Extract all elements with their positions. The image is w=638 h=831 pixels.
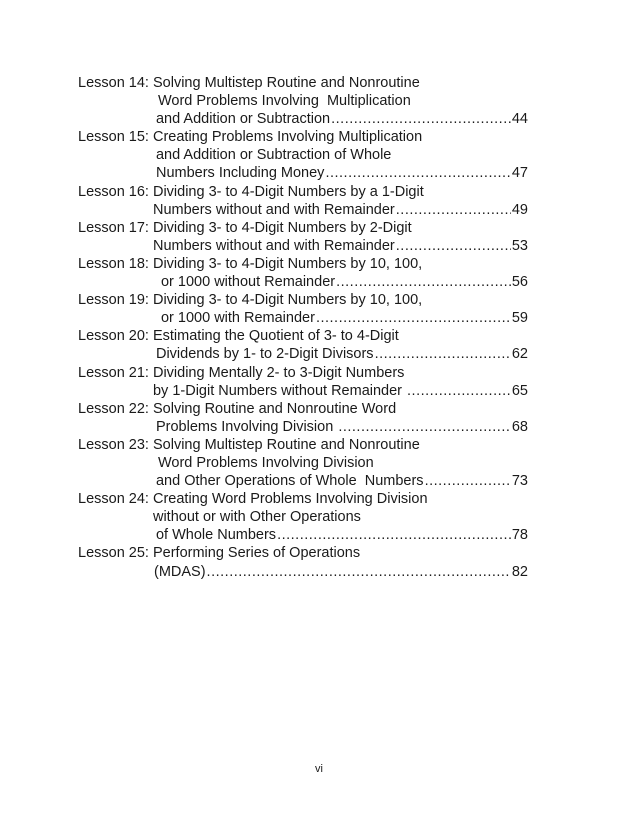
lesson-title-line: Word Problems Involving Division <box>157 454 374 471</box>
lesson-title-line: or 1000 with Remainder <box>160 310 315 327</box>
lesson-label: Lesson 18: <box>78 255 153 272</box>
dot-leader <box>331 110 511 128</box>
page-ref: 62 <box>511 346 528 363</box>
dot-leader <box>425 472 511 490</box>
lesson-title-line: or 1000 without Remainder <box>160 274 336 291</box>
lesson-title-line: and Addition or Subtraction of Whole <box>155 147 392 164</box>
toc-entry-lesson-22[interactable] <box>78 400 528 436</box>
lesson-title-line: Creating Problems Involving Multiplication <box>152 129 423 146</box>
lesson-title-line: Numbers Including Money <box>155 165 325 182</box>
page-ref: 59 <box>511 310 528 327</box>
toc-entry-lesson-18[interactable] <box>78 255 528 291</box>
lesson-title-line: Dividing 3- to 4-Digit Numbers by 10, 100, <box>152 255 423 272</box>
lesson-label: Lesson 25: <box>78 545 153 562</box>
toc-entry-lesson-23[interactable] <box>78 436 528 490</box>
toc-entry-lesson-25[interactable] <box>78 544 528 580</box>
lesson-title-line: by 1-Digit Numbers without Remainder <box>152 382 407 399</box>
lesson-label: Lesson 19: <box>78 292 153 309</box>
toc-entry-lesson-17[interactable] <box>78 219 528 255</box>
toc-entry-lesson-14[interactable] <box>78 74 528 128</box>
page-ref: 56 <box>511 274 528 291</box>
dot-leader <box>277 526 511 544</box>
lesson-label: Lesson 21: <box>78 364 153 381</box>
lesson-label: Lesson 23: <box>78 436 153 453</box>
lesson-label: Lesson 16: <box>78 183 153 200</box>
lesson-title-line: Problems Involving Division <box>155 418 338 435</box>
page-ref: 78 <box>511 527 528 544</box>
page-ref: 47 <box>511 165 528 182</box>
toc-entry-lesson-20[interactable] <box>78 327 528 363</box>
page-ref: 68 <box>511 418 528 435</box>
dot-leader <box>375 345 511 363</box>
lesson-title-line: Dividing Mentally 2- to 3-Digit Numbers <box>152 364 405 381</box>
lesson-title-line: (MDAS) <box>153 563 206 580</box>
page-ref: 49 <box>511 201 528 218</box>
lesson-label: Lesson 17: <box>78 219 153 236</box>
lesson-title-line: Dividing 3- to 4-Digit Numbers by a 1-Digit <box>152 183 424 200</box>
dot-leader <box>338 418 511 436</box>
lesson-title-line: Numbers without and with Remainder <box>152 201 395 218</box>
page-ref: 53 <box>511 237 528 254</box>
lesson-title-line: Creating Word Problems Involving Division <box>152 491 428 508</box>
dot-leader <box>396 201 511 219</box>
lesson-label: Lesson 24: <box>78 491 153 508</box>
toc-entry-lesson-24[interactable] <box>78 490 528 544</box>
toc-entry-lesson-15[interactable] <box>78 128 528 182</box>
lesson-title-line: Dividends by 1- to 2-Digit Divisors <box>155 346 374 363</box>
page-number: vi <box>315 763 323 775</box>
lesson-title-line: Solving Multistep Routine and Nonroutine <box>152 436 420 453</box>
lesson-title-line: of Whole Numbers <box>155 527 277 544</box>
lesson-title-line: Word Problems Involving Multiplication <box>157 93 411 110</box>
lesson-label: Lesson 15: <box>78 129 153 146</box>
lesson-label: Lesson 22: <box>78 400 153 417</box>
lesson-label: Lesson 14: <box>78 75 153 91</box>
lesson-title-line: Numbers without and with Remainder <box>152 237 395 254</box>
dot-leader <box>207 563 511 581</box>
lesson-title-line: Solving Routine and Nonroutine Word <box>152 400 397 417</box>
lesson-label: Lesson 20: <box>78 328 153 345</box>
dot-leader <box>407 382 511 400</box>
dot-leader <box>316 309 511 327</box>
toc-entry-lesson-19[interactable] <box>78 291 528 327</box>
lesson-title-line: Solving Multistep Routine and Nonroutine <box>152 75 420 91</box>
lesson-title-line: without or with Other Operations <box>152 509 361 526</box>
page-ref: 44 <box>511 111 528 128</box>
lesson-title-line: and Addition or Subtraction <box>155 111 331 128</box>
page-ref: 73 <box>511 473 528 490</box>
dot-leader <box>325 164 510 182</box>
dot-leader <box>336 273 511 291</box>
page-ref: 65 <box>511 382 528 399</box>
lesson-title-line: and Other Operations of Whole Numbers <box>155 473 424 490</box>
dot-leader <box>396 237 511 255</box>
lesson-title-line: Dividing 3- to 4-Digit Numbers by 10, 100, <box>152 292 423 309</box>
lesson-title-line: Performing Series of Operations <box>152 545 361 562</box>
lesson-title-line: Estimating the Quotient of 3- to 4-Digit <box>152 328 399 345</box>
page-ref: 82 <box>511 563 528 580</box>
toc-entry-lesson-21[interactable] <box>78 364 528 400</box>
toc-entry-lesson-16[interactable] <box>78 183 528 219</box>
table-of-contents <box>78 74 528 581</box>
lesson-title-line: Dividing 3- to 4-Digit Numbers by 2-Digit <box>152 219 412 236</box>
